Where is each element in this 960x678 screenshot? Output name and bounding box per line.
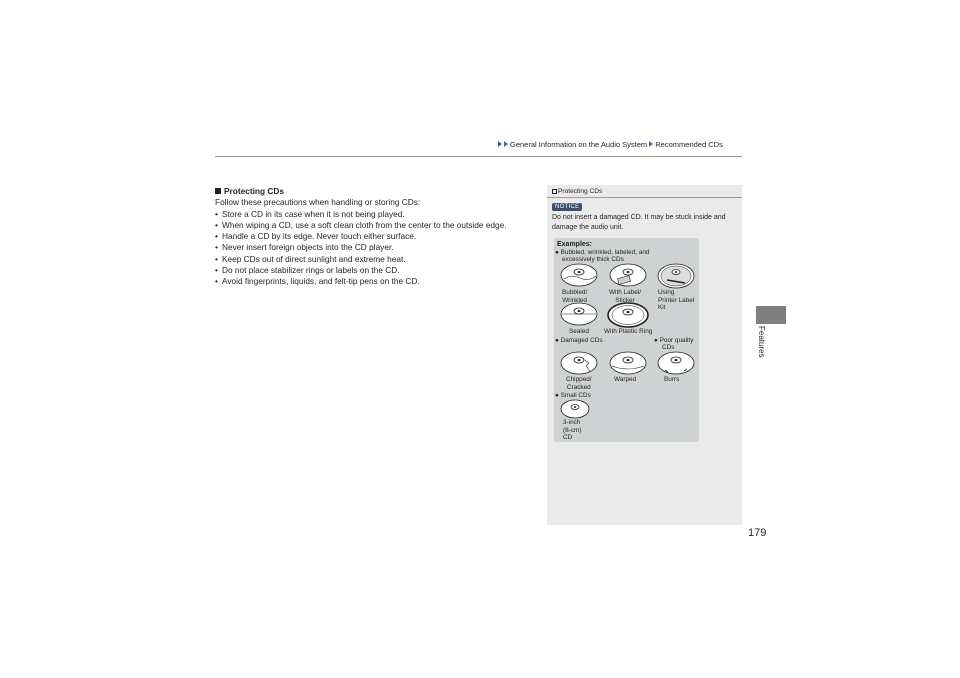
small-caption-line: (8-cm)	[563, 426, 582, 434]
main-content	[215, 186, 535, 288]
bubbled-caption-line: Wrinkled	[562, 296, 587, 304]
printer-caption-line: Kit	[658, 304, 666, 311]
section-tab-marker	[756, 306, 786, 324]
examples-figure	[554, 238, 699, 442]
precaution-list	[215, 209, 535, 288]
list-item: • When wiping a CD, use a soft clean cloth from the center to the outside edge.	[215, 220, 535, 231]
plastic-ring-cd-icon	[607, 302, 649, 328]
header-divider	[215, 156, 742, 157]
plastic-ring-caption: With Plastic Ring	[604, 328, 653, 335]
printer-caption-line: Using	[658, 289, 675, 296]
section-heading	[215, 186, 535, 197]
sidebar-divider	[547, 197, 742, 198]
group-damaged-label: ● Damaged CDs	[555, 337, 603, 344]
chipped-cd-icon	[560, 351, 598, 375]
list-item: • Keep CDs out of direct sunlight and extreme heat.	[215, 254, 535, 265]
reference-square-icon	[552, 189, 557, 194]
burrs-cd-icon	[657, 351, 695, 375]
small-caption-line: CD	[563, 434, 573, 441]
group-damaged-text: Damaged CDs	[560, 337, 603, 344]
printer-caption	[658, 289, 694, 312]
labeled-cd-icon	[609, 263, 647, 287]
bubbled-caption-line: Bubbled/	[562, 289, 588, 296]
triangle-right-icon	[649, 141, 653, 147]
sealed-caption: Sealed	[569, 328, 589, 335]
group-bubbled-text: Bubbled, wrinkled, labeled, and	[560, 249, 650, 256]
breadcrumb	[498, 140, 723, 149]
group-small-text: Small CDs	[560, 392, 591, 399]
label-caption-line: Sticker	[615, 296, 635, 304]
printer-caption-line: Printer Label	[658, 296, 695, 304]
small-caption	[563, 419, 581, 442]
breadcrumb-part-1: General Information on the Audio System	[510, 140, 648, 149]
list-item: • Handle a CD by its edge. Never touch either surface.	[215, 231, 535, 242]
triangle-right-icon	[504, 141, 508, 147]
intro-text: Follow these precautions when handling or storing CDs:	[215, 197, 421, 208]
sealed-cd-icon	[560, 302, 598, 326]
group-poor-text: Poor quality	[659, 337, 694, 344]
warped-caption: Warped	[614, 376, 637, 383]
breadcrumb-part-2: Recommended CDs	[655, 140, 723, 149]
page-number: 179	[748, 527, 767, 539]
small-cd-icon	[560, 399, 590, 419]
burrs-caption: Burrs	[664, 376, 680, 383]
section-tab-label: Features	[757, 326, 766, 358]
group-bubbled-label: ● Bubbled, wrinkled, labeled, and	[555, 249, 650, 256]
printer-label-cd-icon	[657, 263, 695, 289]
notice-text: Do not insert a damaged CD. It may be stuck inside and damage the audio unit.	[552, 214, 726, 231]
label-caption-line: With Label/	[609, 289, 641, 296]
list-item: • Avoid fingerprints, liquids, and felt-tip pens on the CD.	[215, 276, 535, 287]
notice-badge: NOTICE	[552, 203, 582, 211]
chipped-caption-line: Chipped/	[566, 376, 592, 383]
small-caption-line: 3-inch	[563, 419, 581, 426]
bubbled-cd-icon	[560, 263, 598, 287]
examples-label: Examples:	[557, 241, 593, 248]
chipped-caption	[566, 376, 592, 391]
group-small-label: ● Small CDs	[555, 392, 591, 399]
list-item: • Do not place stabilizer rings or labels on the CD.	[215, 265, 535, 276]
section-heading-text: Protecting CDs	[224, 186, 284, 196]
group-poor-label-line2: CDs	[662, 344, 675, 351]
list-item: • Never insert foreign objects into the CD player.	[215, 242, 535, 253]
group-poor-label: ● Poor quality	[654, 337, 694, 344]
list-item: • Store a CD in its case when it is not being played.	[215, 209, 535, 220]
group-bubbled-label-line2: excessively thick CDs	[562, 256, 624, 263]
warped-cd-icon	[609, 351, 647, 375]
triangle-right-icon	[498, 141, 502, 147]
square-bullet-icon	[215, 188, 221, 194]
sidebar-title	[552, 188, 602, 195]
sidebar-title-text: Protecting CDs	[558, 188, 603, 195]
chipped-caption-line: Cracked	[566, 383, 591, 391]
